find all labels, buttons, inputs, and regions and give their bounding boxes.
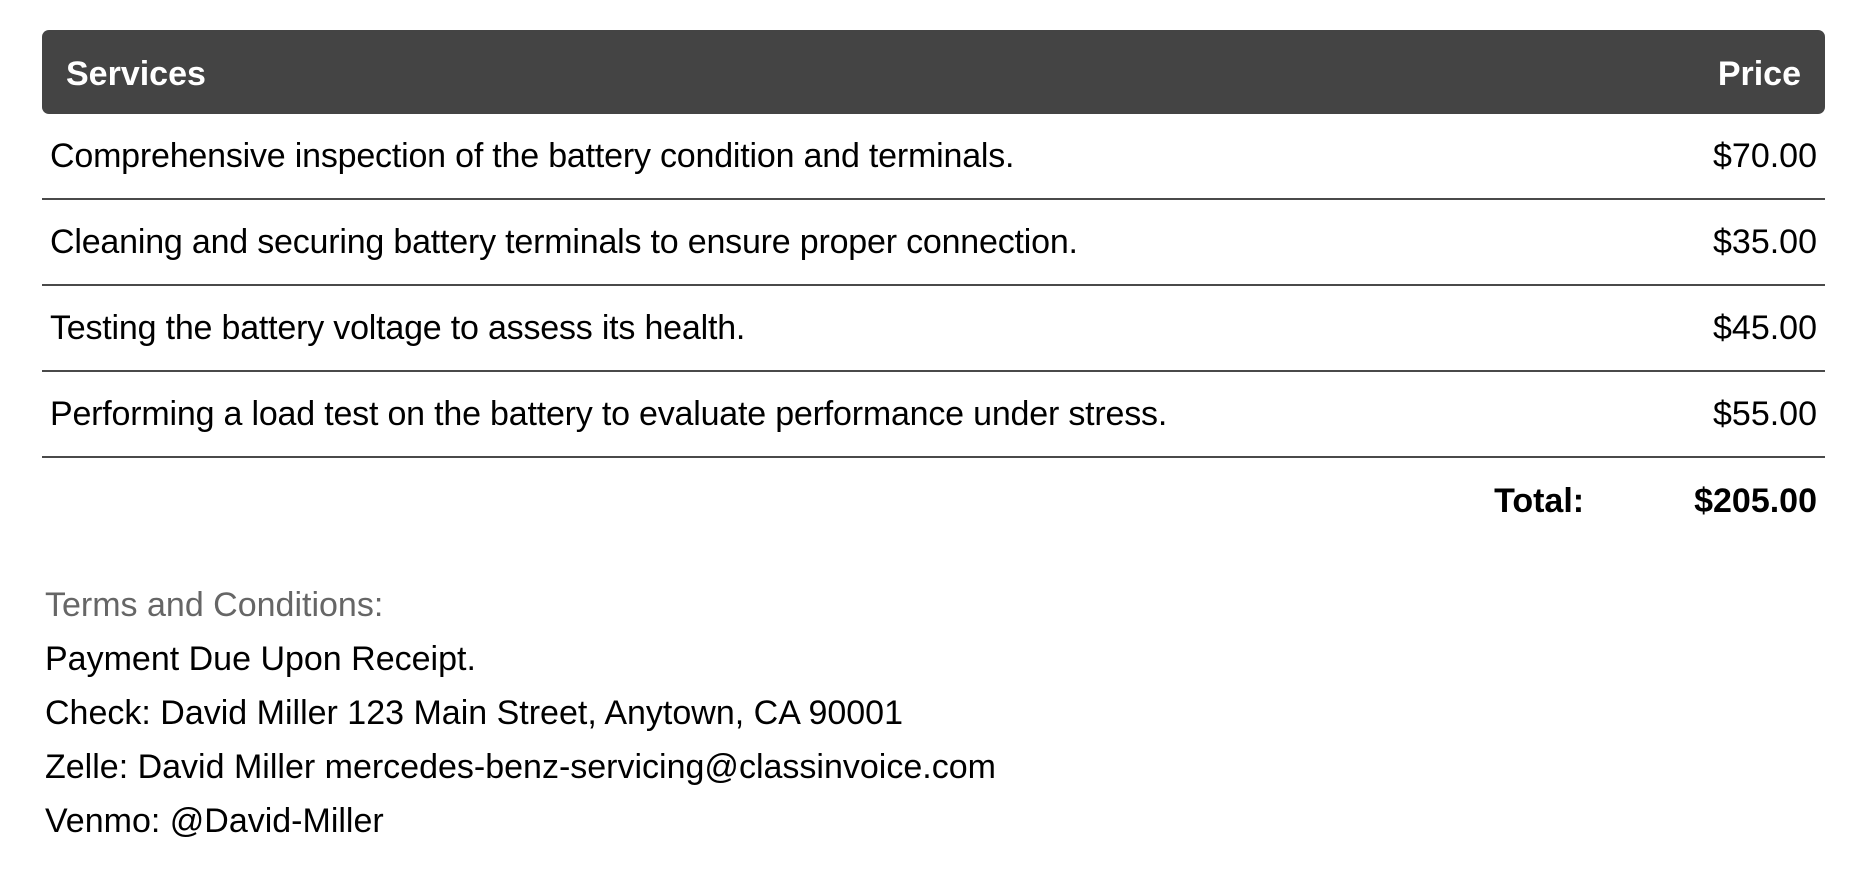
service-description: Comprehensive inspection of the battery condition and terminals. (50, 136, 1015, 175)
venmo-payment-text: Venmo: @David-Miller (45, 802, 384, 840)
table-header (42, 30, 1825, 114)
service-rows (42, 114, 1825, 458)
total-row (42, 458, 1825, 544)
total-value: $205.00 (1694, 481, 1817, 520)
service-price: $55.00 (1713, 394, 1817, 433)
table-row (42, 200, 1825, 286)
table-row (42, 114, 1825, 200)
terms-and-conditions (45, 585, 996, 855)
services-column-header: Services (66, 55, 206, 93)
payment-due-text: Payment Due Upon Receipt. (45, 640, 476, 678)
check-payment-text: Check: David Miller 123 Main Street, Anytown, CA 90001 (45, 694, 903, 732)
service-price: $70.00 (1713, 136, 1817, 175)
service-description: Performing a load test on the battery to evaluate performance under stress. (50, 394, 1168, 433)
zelle-payment-text: Zelle: David Miller mercedes-benz-servicing@classinvoice.com (45, 748, 996, 786)
service-description: Testing the battery voltage to assess its health. (50, 308, 746, 347)
service-price: $45.00 (1713, 308, 1817, 347)
terms-title: Terms and Conditions: (45, 586, 384, 624)
table-row (42, 372, 1825, 458)
invoice-services-table (42, 30, 1825, 544)
service-price: $35.00 (1713, 222, 1817, 261)
total-label: Total: (1494, 481, 1585, 520)
service-description: Cleaning and securing battery terminals to ensure proper connection. (50, 222, 1078, 261)
price-column-header: Price (1717, 55, 1801, 93)
table-row (42, 286, 1825, 372)
